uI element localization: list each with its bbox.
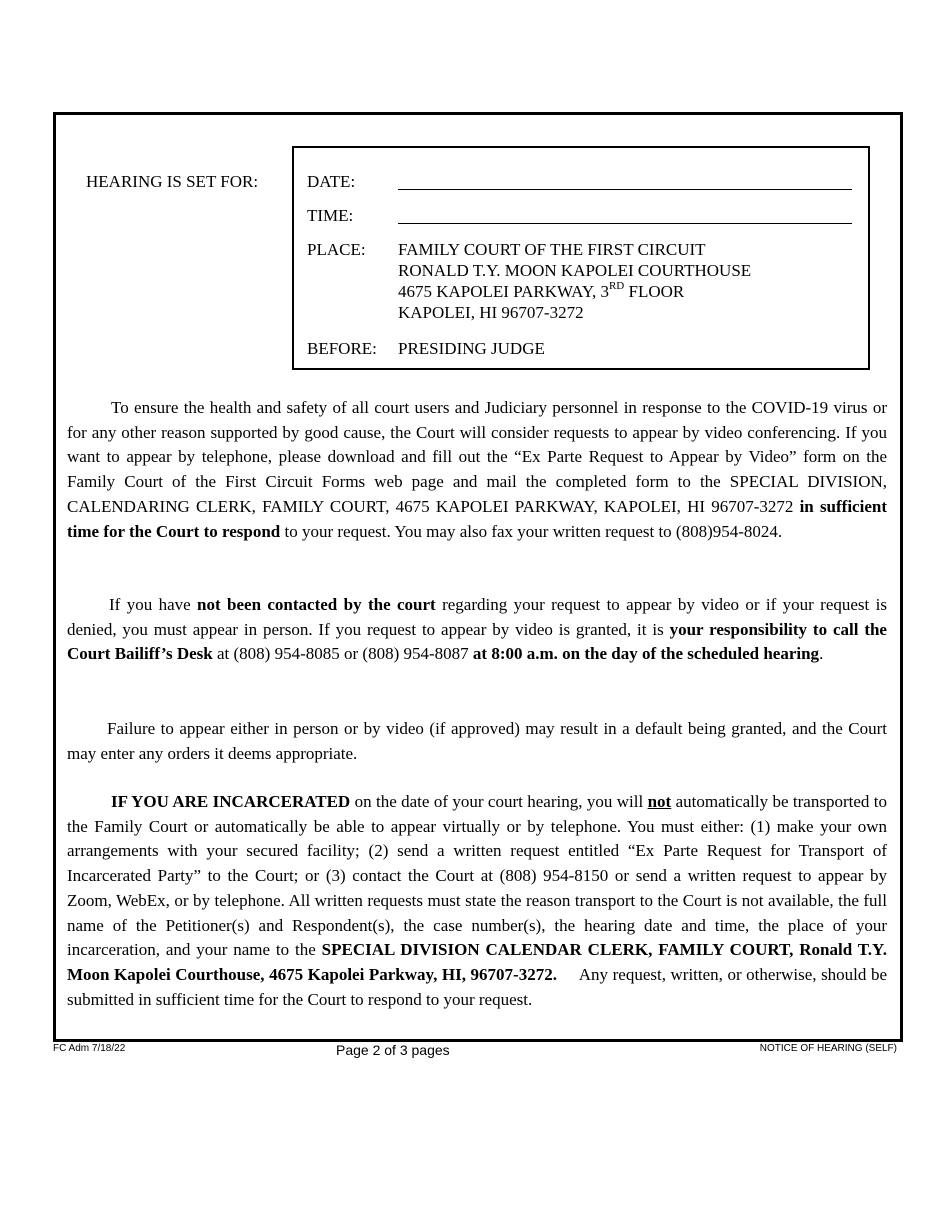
para1-bold-1: in sufficient time for the Court to respond bbox=[67, 496, 887, 541]
time-label: TIME: bbox=[307, 206, 354, 225]
para2-bold-3: at 8:00 a.m. on the day of the scheduled hearing bbox=[472, 644, 820, 664]
form-title: NOTICE OF HEARING (SELF) bbox=[759, 1043, 897, 1054]
page-number: Page 2 of 3 pages bbox=[336, 1042, 450, 1058]
date-blank-line bbox=[398, 189, 852, 190]
time-blank-line bbox=[398, 223, 852, 224]
para4-bold-2: SPECIAL DIVISION CALENDAR CLERK, FAMILY COURT, Ronald T.Y. Moon Kapolei Courthouse, 4675 Kapolei Parkway, HI, 96707-3272. bbox=[67, 940, 887, 984]
floor-superscript: RD bbox=[608, 280, 625, 292]
para4-text-1: on the date of your court hearing, you will bbox=[350, 792, 648, 811]
para2-text-2: regarding your request to appear by video or if your request is denied, you must appear in person. If you request to appear by video is granted, it is bbox=[67, 595, 887, 639]
para2-bold-1: not been contacted by the court bbox=[197, 595, 436, 614]
place-line-3 bbox=[398, 282, 684, 302]
place-line-1: FAMILY COURT OF THE FIRST CIRCUIT bbox=[398, 240, 706, 259]
para1-text-1: To ensure the health and safety of all court users and Judiciary personnel in response to the COVID-19 virus or for any other reason supported by good cause, the Court will consider requests to appear by video conferencing. If you want to appear by telephone, please download and fill out the “Ex Parte Request to Appear by Video” form on the Family Court of the First Circuit Forms web page and mail the completed form to the SPECIAL DIVISION, CALENDARING CLERK, FAMILY COURT, 4675 KAPOLEI PARKWAY, KAPOLEI, HI 96707-3272 bbox=[67, 398, 887, 516]
para4-bold-1: IF YOU ARE INCARCERATED bbox=[111, 792, 351, 811]
para4-text-3: Any request, written, or otherwise, should be submitted in sufficient time for the Court to respond to your request. bbox=[67, 964, 892, 1009]
para2-text-1: If you have bbox=[109, 595, 198, 614]
date-label: DATE: bbox=[307, 172, 356, 191]
hearing-set-label: HEARING IS SET FOR: bbox=[86, 172, 259, 191]
form-number: FC Adm 7/18/22 bbox=[53, 1043, 126, 1054]
place-line-2: RONALD T.Y. MOON KAPOLEI COURTHOUSE bbox=[398, 261, 752, 280]
para2-text-3: at (808) 954-8085 or (808) 954-8087 bbox=[212, 644, 473, 664]
place-address: 4675 KAPOLEI PARKWAY, 3 bbox=[398, 282, 609, 301]
before-value: PRESIDING JUDGE bbox=[398, 339, 545, 358]
before-label: BEFORE: bbox=[307, 339, 377, 358]
para2-bold-2: your responsibility to call the Court Bailiff’s Desk bbox=[67, 619, 887, 664]
para1-text-2: to your request. You may also fax your written request to (808)954-8024. bbox=[280, 521, 783, 541]
para3-text-1: Failure to appear either in person or by video (if approved) may result in a default being granted, and the Court may enter any orders it deems appropriate. bbox=[67, 719, 887, 763]
para4-bold-underline: not bbox=[647, 792, 672, 811]
video-request-paragraph bbox=[67, 396, 887, 544]
place-line-4: KAPOLEI, HI 96707-3272 bbox=[398, 303, 584, 322]
place-floor: FLOOR bbox=[624, 282, 685, 301]
para2-text-4: . bbox=[819, 644, 824, 664]
place-label: PLACE: bbox=[307, 240, 366, 259]
para4-text-2: automatically be transported to the Family Court or automatically be able to appear virtually or by telephone. You must either: (1) make your own arrangements with your secured facility; (2) send a written request entitled “Ex Parte Request for Transport of Incarcerated Party” to the Court; or (3) contact the Court at (808) 954-8150 or send a written request to appear by Zoom, WebEx, or by telephone. All written requests must state the reason transport to the Court is not available, the full name of the Petitioner(s) and Respondent(s), the case number(s), the hearing date and time, the place of your incarceration, and your name to the bbox=[67, 792, 888, 960]
failure-paragraph bbox=[67, 717, 887, 766]
contact-paragraph bbox=[67, 593, 887, 667]
incarcerated-paragraph bbox=[67, 790, 892, 1012]
